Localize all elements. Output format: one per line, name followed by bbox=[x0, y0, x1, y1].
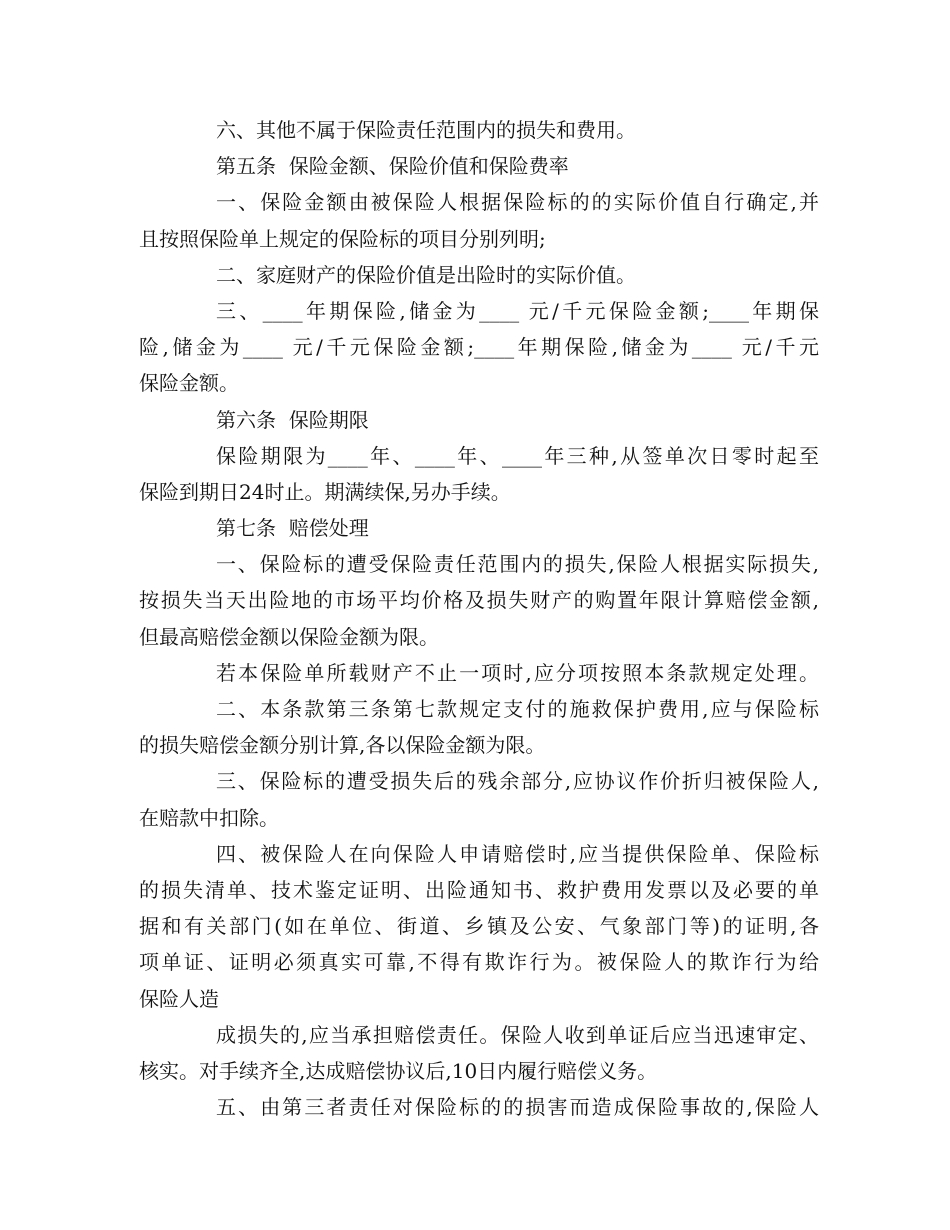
document-line: 在赔款中扣除。 bbox=[139, 805, 279, 830]
document-line: 四、被保险人在向保险人申请赔偿时,应当提供保险单、保险标 bbox=[216, 841, 819, 866]
document-line: 第六条 保险期限 bbox=[216, 407, 369, 432]
document-line: 核实。对手续齐全,达成赔偿协议后,10日内履行赔偿义务。 bbox=[139, 1058, 658, 1083]
document-body bbox=[139, 112, 819, 1125]
document-line: 据和有关部门(如在单位、街道、乡镇及公安、气象部门等)的证明,各 bbox=[139, 914, 819, 939]
document-line: 二、本条款第三条第七款规定支付的施救保护费用,应与保险标 bbox=[216, 697, 819, 721]
document-line: 二、家庭财产的保险价值是出险时的实际价值。 bbox=[216, 262, 636, 287]
document-line: 的损失清单、技术鉴定证明、出险通知书、救护费用发票以及必要的单 bbox=[139, 877, 819, 902]
document-line: 若本保险单所载财产不止一项时,应分项按照本条款规定处理。 bbox=[216, 660, 819, 685]
document-line: 保险人造 bbox=[139, 986, 219, 1011]
document-line: 第七条 赔偿处理 bbox=[216, 516, 369, 541]
document-line: 保险到期日24时止。期满续保,另办手续。 bbox=[139, 479, 511, 504]
document-line: 保险金额。 bbox=[139, 371, 239, 396]
document-line: 三、____年期保险,储金为____ 元/千元保险金额;____年期保 bbox=[216, 298, 819, 323]
document-line: 成损失的,应当承担赔偿责任。保险人收到单证后应当迅速审定、 bbox=[216, 1022, 819, 1047]
document-line: 项单证、证明必须真实可靠,不得有欺诈行为。被保险人的欺诈行为给 bbox=[139, 950, 819, 975]
document-line: 一、保险金额由被保险人根据保险标的的实际价值自行确定,并 bbox=[216, 190, 819, 215]
document-line: 第五条 保险金额、保险价值和保险费率 bbox=[216, 154, 569, 179]
document-line: 三、保险标的遭受损失后的残余部分,应协议作价折归被保险人, bbox=[216, 769, 819, 794]
document-line: 保险期限为____年、____年、____年三种,从签单次日零时起至 bbox=[216, 443, 819, 468]
document-line: 且按照保险单上规定的保险标的项目分别列明; bbox=[139, 226, 546, 251]
document-line: 一、保险标的遭受保险责任范围内的损失,保险人根据实际损失, bbox=[216, 552, 819, 577]
document-line: 的损失赔偿金额分别计算,各以保险金额为限。 bbox=[139, 733, 546, 758]
document-line: 五、由第三者责任对保险标的的损害而造成保险事故的,保险人 bbox=[216, 1095, 819, 1120]
document-line: 按损失当天出险地的市场平均价格及损失财产的购置年限计算赔偿金额, bbox=[139, 588, 819, 613]
document-line: 但最高赔偿金额以保险金额为限。 bbox=[139, 624, 439, 649]
document-line: 险,储金为____ 元/千元保险金额;____年期保险,储金为____ 元/千元 bbox=[139, 335, 819, 360]
document-line: 六、其他不属于保险责任范围内的损失和费用。 bbox=[216, 118, 636, 142]
